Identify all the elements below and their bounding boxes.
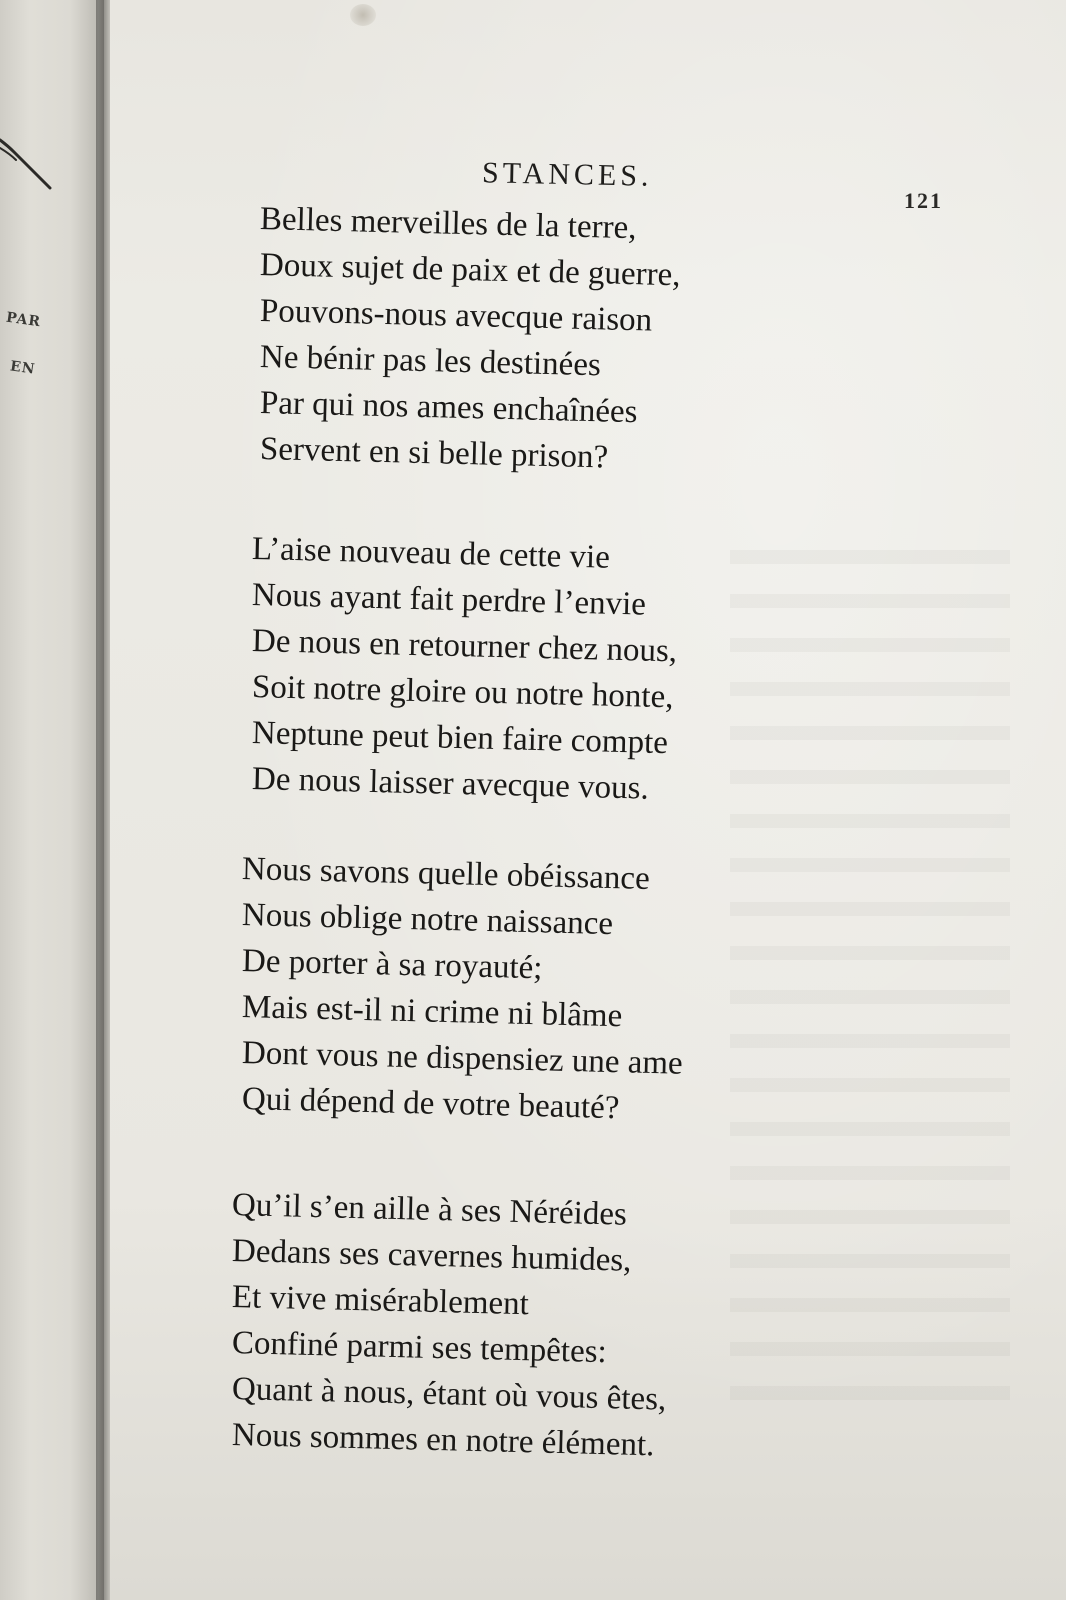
verse-line: De nous laisser avecque vous. bbox=[251, 761, 650, 807]
verse-line: Qu’il s’en aille à ses Néréides bbox=[231, 1187, 628, 1233]
verse-line: Nous ayant fait perdre l’envie bbox=[251, 577, 647, 623]
verse-line: Belles merveilles de la terre, bbox=[259, 201, 637, 247]
stanza-4 bbox=[231, 1182, 932, 1464]
running-head: STANCES. bbox=[481, 156, 653, 193]
stanza-3 bbox=[241, 846, 942, 1127]
verse-line: Et vive misérablement bbox=[231, 1279, 530, 1323]
verse-line: Nous savons quelle obéissance bbox=[241, 851, 651, 897]
verse-line: Servent en si belle prison? bbox=[259, 431, 609, 476]
verse-line: Dedans ses cavernes humides, bbox=[231, 1233, 632, 1279]
verse-line: Nous oblige notre naissance bbox=[241, 897, 614, 943]
verse-line: De nous en retourner chez nous, bbox=[251, 623, 678, 670]
stanza-1 bbox=[259, 196, 960, 476]
verse-line: Confiné parmi ses tempêtes: bbox=[231, 1325, 608, 1371]
page-number: 121 bbox=[904, 188, 943, 213]
right-page bbox=[110, 0, 1066, 1600]
left-page-word: PAR bbox=[5, 309, 42, 331]
verse-line: Doux sujet de paix et de guerre, bbox=[259, 247, 681, 294]
verse-line: Dont vous ne dispensiez une ame bbox=[241, 1035, 684, 1082]
ornament-rule-icon bbox=[0, 132, 52, 192]
verse-line: Quant à nous, étant où vous êtes, bbox=[231, 1371, 667, 1418]
verse-line: De porter à sa royauté; bbox=[241, 943, 543, 987]
verse-line: Neptune peut bien faire compte bbox=[251, 715, 669, 762]
verse-line: Soit notre gloire ou notre honte, bbox=[251, 669, 674, 716]
verse-line: Qui dépend de votre beauté? bbox=[241, 1081, 620, 1127]
verse-line: Mais est-il ni crime ni blâme bbox=[241, 989, 623, 1035]
verse-line: Pouvons-nous avecque raison bbox=[259, 293, 653, 339]
verse-line: Ne bénir pas les destinées bbox=[259, 339, 602, 384]
poem bbox=[110, 0, 1066, 1600]
verse-line: Par qui nos ames enchaînées bbox=[259, 385, 638, 431]
verse-line: L’aise nouveau de cette vie bbox=[251, 531, 611, 576]
stanza-2 bbox=[251, 526, 952, 807]
verse-line: Nous sommes en notre élément. bbox=[231, 1417, 655, 1464]
left-page-word: EN bbox=[9, 358, 37, 378]
left-facing-page bbox=[0, 0, 104, 1600]
